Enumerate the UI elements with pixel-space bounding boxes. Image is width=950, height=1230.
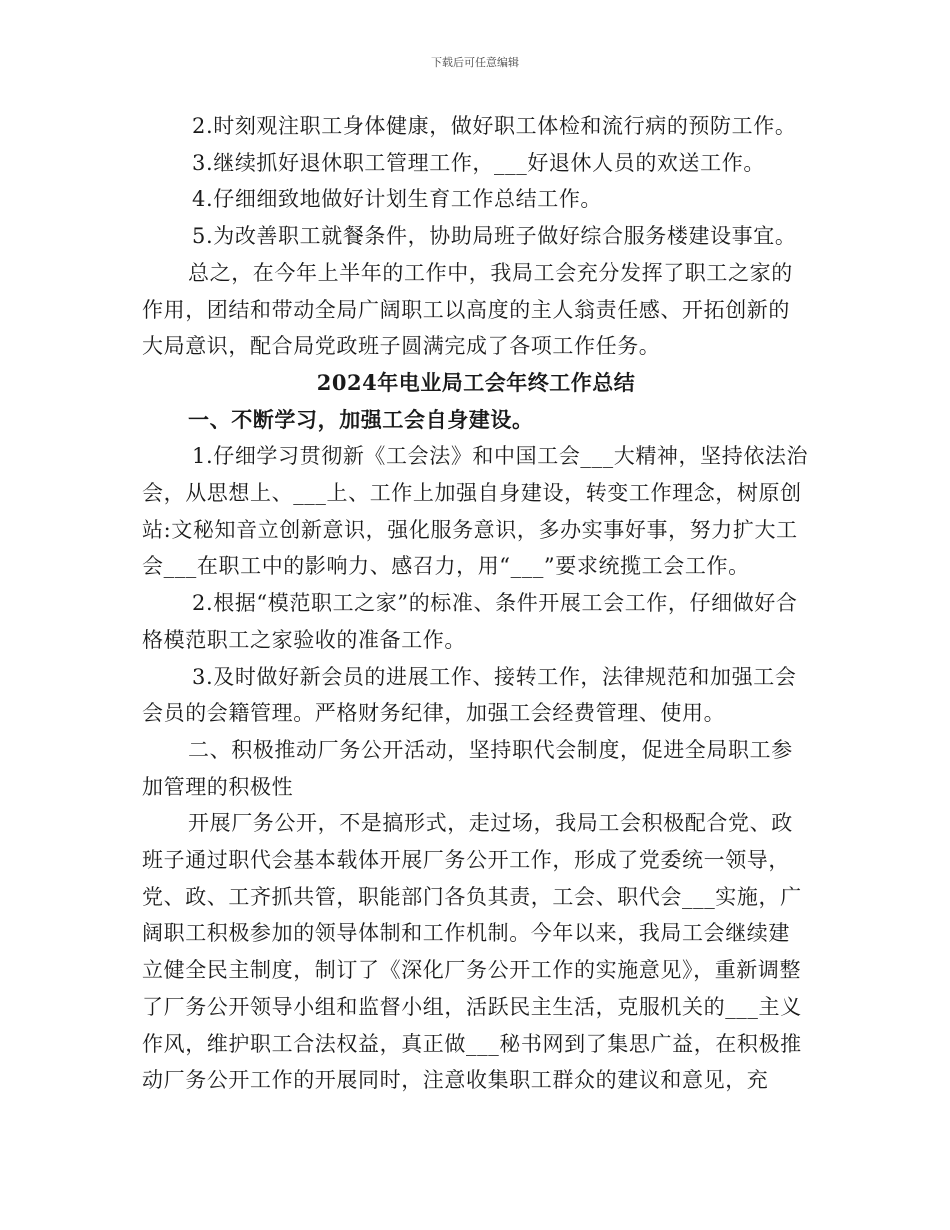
list-item: 3.继续抓好退休职工管理工作，___好退休人员的欢送工作。 [192,150,765,175]
document-title: 2024年电业局工会年终工作总结 [316,369,636,395]
section-heading-2: 二、积极推动厂务公开活动，坚持职代会制度，促进全局职工参加管理的积极性 [142,737,793,799]
list-item: 1.仔细学习贯彻新《工会法》和中国工会___大精神，坚持依法治会，从思想上、___上、工作上加强自身建设，转变工作理念，树原创站:文秘知音立创新意识，强化服务意识，多办实事好事，努力扩大工会___在职工中的影响力、感召力，用“___”要求统揽工会工作。 [142,444,809,579]
page-header-note: 下载后可任意编辑 [431,56,519,69]
document-body [142,108,810,1099]
body-paragraph: 开展厂务公开，不是搞形式，走过场，我局工会积极配合党、政班子通过职代会基本载体开展厂务公开工作，形成了党委统一领导，党、政、工齐抓共管，职能部门各负其责，工会、职代会___实施，广阔职工积极参加的领导体制和工作机制。今年以来，我局工会继续建立健全民主制度，制订了《深化厂务公开工作的实施意见》，重新调整了厂务公开领导小组和监督小组，活跃民主生活，克服机关的___主义作风，维护职工合法权益，真正做___秘书网到了集思广益，在积极推动厂务公开工作的开展同时，注意收集职工群众的建议和意见，充 [142,811,802,1093]
list-item: 2.时刻观注职工身体健康，做好职工体检和流行病的预防工作。 [192,114,797,138]
summary-paragraph: 总之，在今年上半年的工作中，我局工会充分发挥了职工之家的作用，团结和带动全局广阔职工以高度的主人翁责任感、开拓创新的大局意识，配合局党政班子圆满完成了各项工作任务。 [142,260,793,359]
list-item: 3.及时做好新会员的进展工作、接转工作，法律规范和加强工会会员的会籍管理。严格财务纪律，加强工会经费管理、使用。 [142,664,797,726]
list-item: 4.仔细细致地做好计划生育工作总结工作。 [192,187,603,212]
list-item: 2.根据“模范职工之家”的标准、条件开展工会工作，仔细做好合格模范职工之家验收的准备工作。 [142,591,798,652]
section-heading-1: 一、不断学习，加强工会自身建设。 [188,406,534,432]
list-item: 5.为改善职工就餐条件，协助局班子做好综合服务楼建设事宜。 [192,224,797,249]
